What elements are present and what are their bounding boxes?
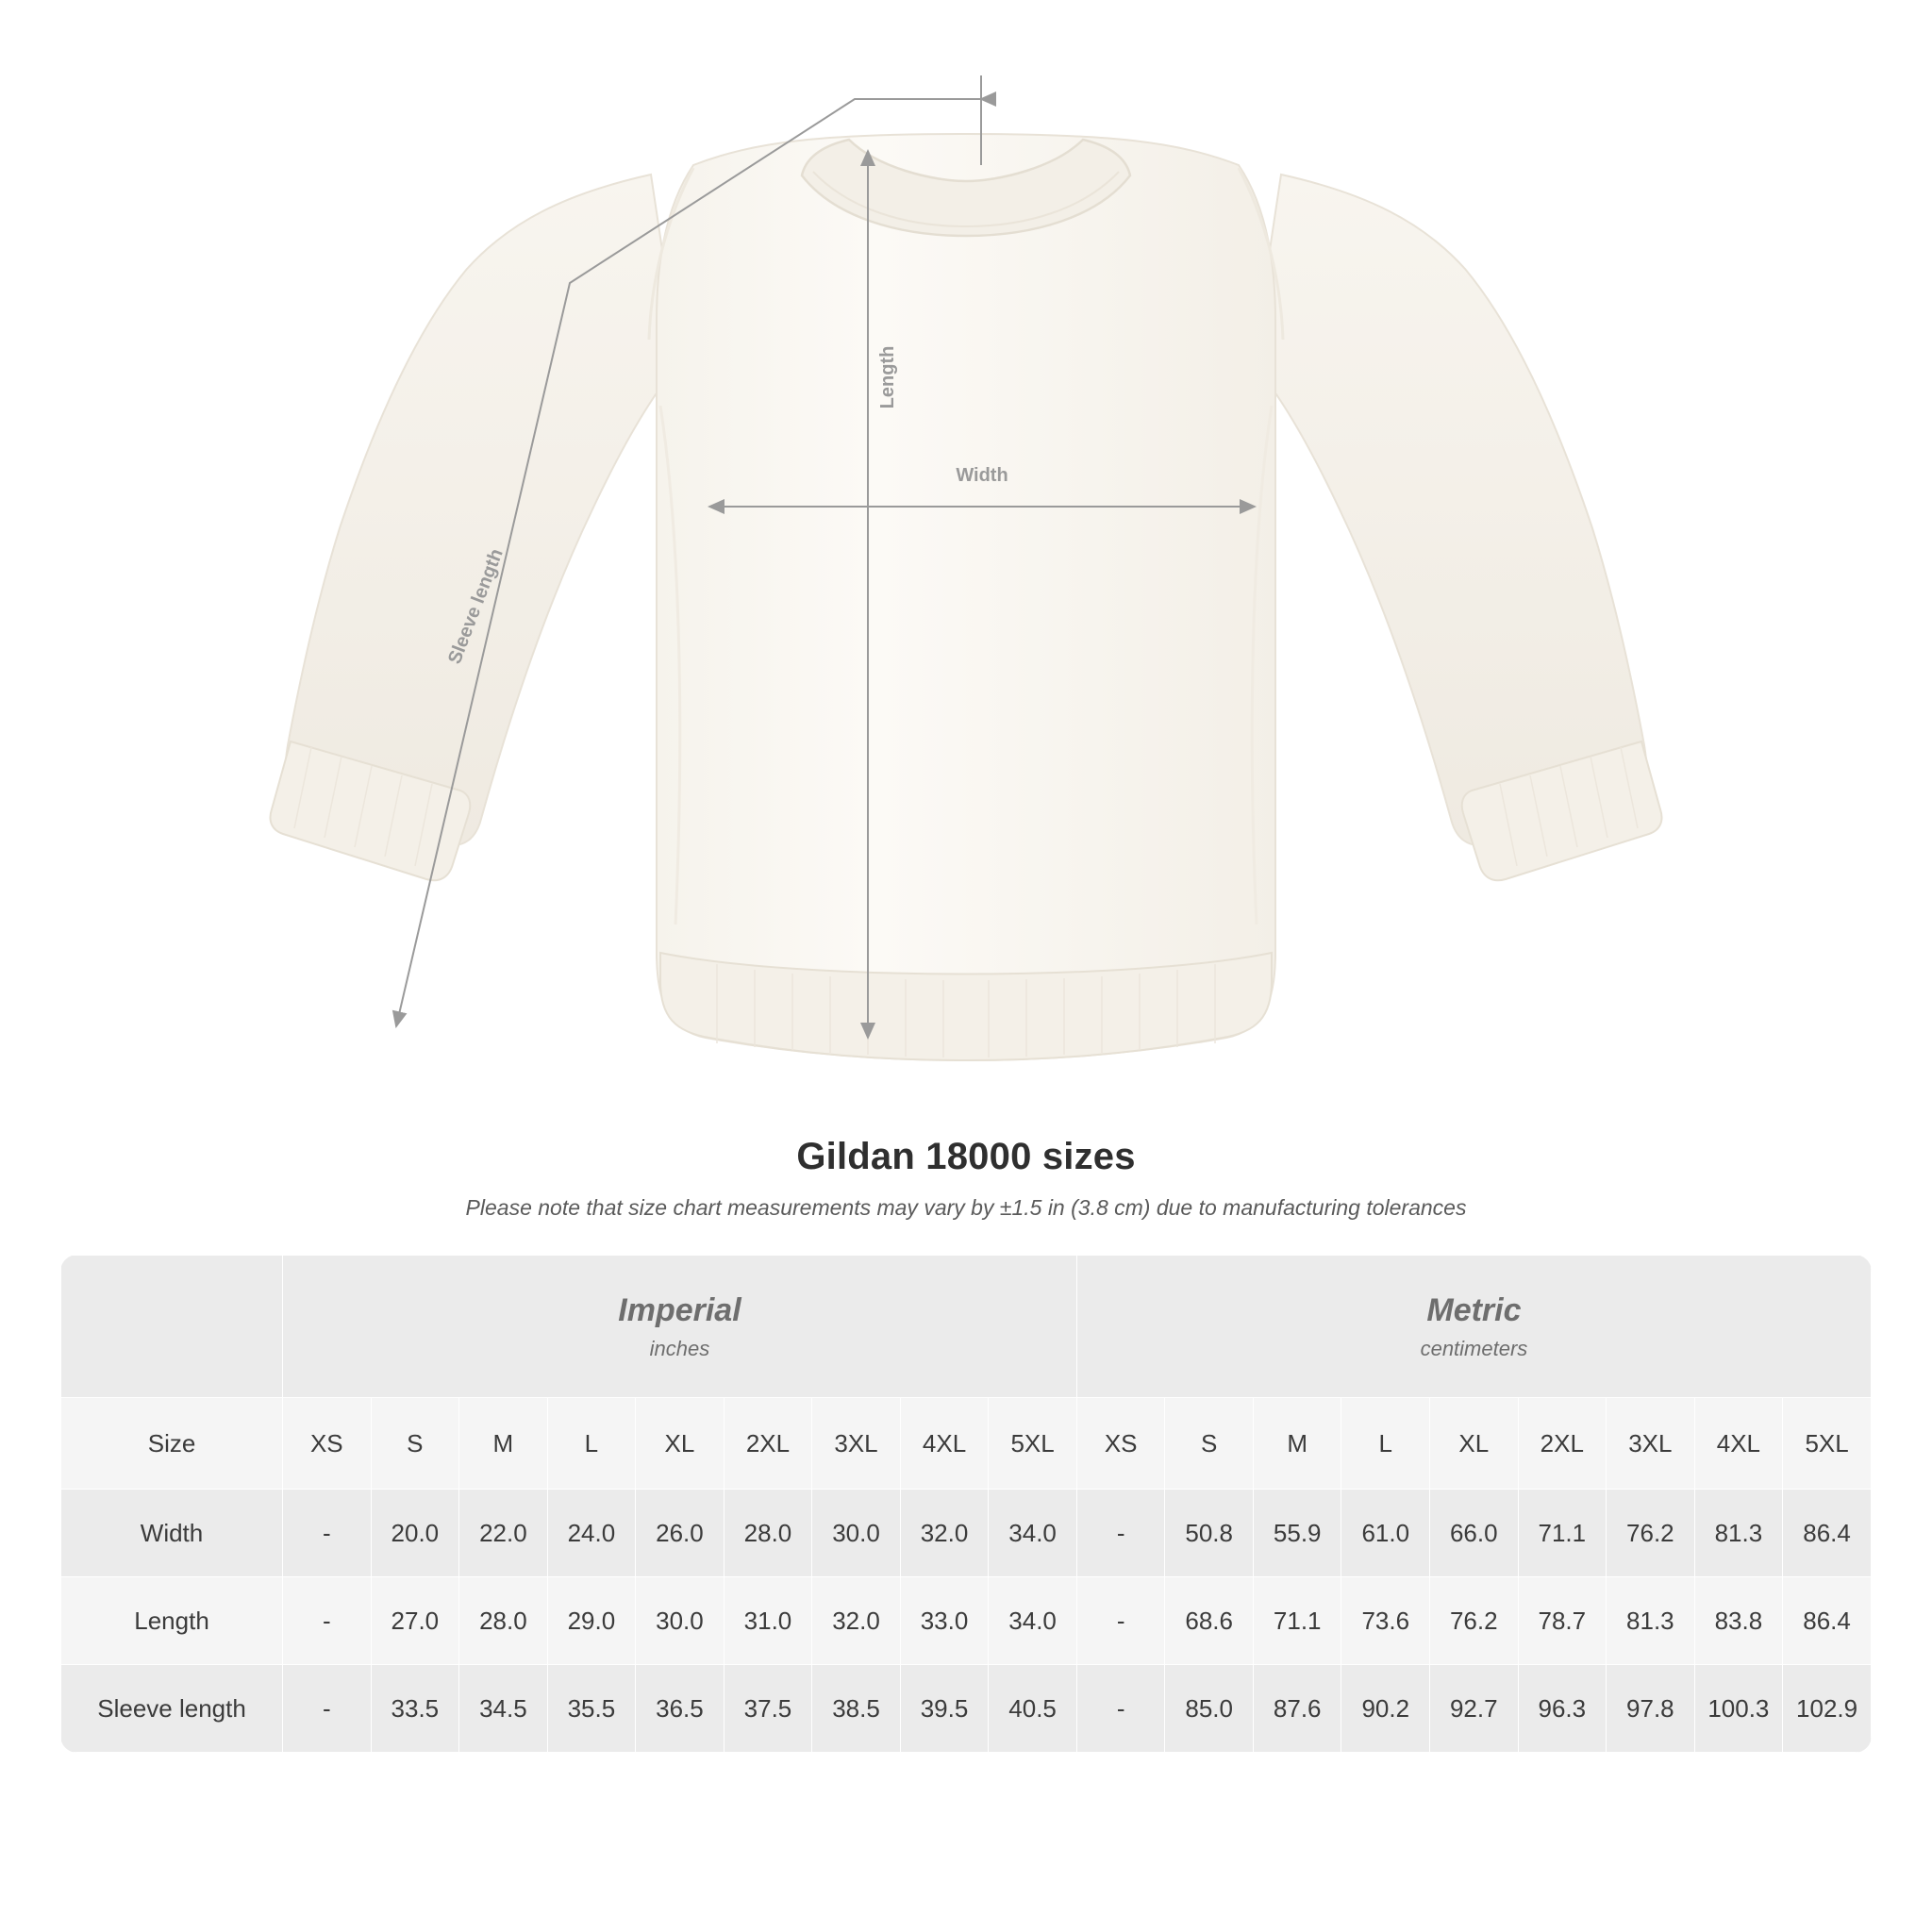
cell-sleeve-imperial-m: 34.5 [459, 1665, 548, 1753]
size-header-imperial-l: L [547, 1398, 636, 1490]
cell-sleeve-metric-5xl: 102.9 [1783, 1665, 1872, 1753]
cell-length-metric-m: 71.1 [1253, 1577, 1341, 1665]
cell-width-metric-4xl: 81.3 [1694, 1490, 1783, 1577]
size-header-metric-l: L [1341, 1398, 1430, 1490]
size-header-metric-s: S [1165, 1398, 1254, 1490]
unit-header-spacer [61, 1256, 283, 1398]
size-header-imperial-s: S [371, 1398, 459, 1490]
cell-width-metric-5xl: 86.4 [1783, 1490, 1872, 1577]
length-label: Length [877, 345, 898, 409]
cell-length-imperial-xs: - [283, 1577, 372, 1665]
cell-sleeve-imperial-5xl: 40.5 [989, 1665, 1077, 1753]
cell-width-metric-xs: - [1076, 1490, 1165, 1577]
cell-sleeve-imperial-3xl: 38.5 [812, 1665, 901, 1753]
size-header-imperial-m: M [459, 1398, 548, 1490]
row-label-length: Length [61, 1577, 283, 1665]
size-header-metric-3xl: 3XL [1607, 1398, 1695, 1490]
size-header-imperial-4xl: 4XL [900, 1398, 989, 1490]
cell-sleeve-imperial-xl: 36.5 [636, 1665, 724, 1753]
cell-length-metric-xs: - [1076, 1577, 1165, 1665]
page-title: Gildan 18000 sizes [796, 1136, 1136, 1177]
row-label-sleeve-length: Sleeve length [61, 1665, 283, 1753]
cell-length-metric-4xl: 83.8 [1694, 1577, 1783, 1665]
size-header-metric-m: M [1253, 1398, 1341, 1490]
cell-length-metric-s: 68.6 [1165, 1577, 1254, 1665]
unit-header-imperial [283, 1256, 1077, 1398]
cell-width-metric-3xl: 76.2 [1607, 1490, 1695, 1577]
cell-length-metric-xl: 76.2 [1430, 1577, 1519, 1665]
cell-length-metric-2xl: 78.7 [1518, 1577, 1607, 1665]
size-header-metric-4xl: 4XL [1694, 1398, 1783, 1490]
unit-sub-metric: centimeters [1420, 1336, 1528, 1360]
cell-width-imperial-s: 20.0 [371, 1490, 459, 1577]
unit-header-row [61, 1256, 1872, 1398]
cell-width-imperial-3xl: 30.0 [812, 1490, 901, 1577]
width-label: Width [956, 465, 1008, 486]
cell-sleeve-metric-2xl: 96.3 [1518, 1665, 1607, 1753]
table-row [61, 1665, 1872, 1753]
cell-length-imperial-3xl: 32.0 [812, 1577, 901, 1665]
cell-sleeve-metric-3xl: 97.8 [1607, 1665, 1695, 1753]
cell-length-metric-5xl: 86.4 [1783, 1577, 1872, 1665]
cell-length-imperial-m: 28.0 [459, 1577, 548, 1665]
cell-width-imperial-5xl: 34.0 [989, 1490, 1077, 1577]
cell-sleeve-imperial-l: 35.5 [547, 1665, 636, 1753]
cell-sleeve-metric-4xl: 100.3 [1694, 1665, 1783, 1753]
cell-width-imperial-4xl: 32.0 [900, 1490, 989, 1577]
size-header-imperial-5xl: 5XL [989, 1398, 1077, 1490]
size-table [60, 1255, 1872, 1753]
unit-name-imperial: Imperial [618, 1291, 741, 1328]
cell-length-imperial-2xl: 31.0 [724, 1577, 812, 1665]
size-header-imperial-2xl: 2XL [724, 1398, 812, 1490]
unit-name-metric: Metric [1426, 1291, 1522, 1328]
cell-sleeve-metric-xs: - [1076, 1665, 1165, 1753]
cell-width-imperial-l: 24.0 [547, 1490, 636, 1577]
cell-sleeve-imperial-2xl: 37.5 [724, 1665, 812, 1753]
cell-width-imperial-2xl: 28.0 [724, 1490, 812, 1577]
cell-length-metric-l: 73.6 [1341, 1577, 1430, 1665]
title-block [0, 1136, 1932, 1221]
sleeve-length-label: Sleeve length [444, 545, 508, 667]
cell-width-metric-xl: 66.0 [1430, 1490, 1519, 1577]
cell-length-imperial-xl: 30.0 [636, 1577, 724, 1665]
cell-sleeve-imperial-4xl: 39.5 [900, 1665, 989, 1753]
size-header-row [61, 1398, 1872, 1490]
size-header-metric-xs: XS [1076, 1398, 1165, 1490]
cell-width-imperial-xl: 26.0 [636, 1490, 724, 1577]
size-header-imperial-3xl: 3XL [812, 1398, 901, 1490]
unit-sub-imperial: inches [649, 1336, 710, 1360]
table-row [61, 1577, 1872, 1665]
cell-sleeve-imperial-s: 33.5 [371, 1665, 459, 1753]
cell-width-metric-m: 55.9 [1253, 1490, 1341, 1577]
unit-header-metric [1076, 1256, 1871, 1398]
size-header-imperial-xl: XL [636, 1398, 724, 1490]
size-header-metric-5xl: 5XL [1783, 1398, 1872, 1490]
cell-sleeve-metric-m: 87.6 [1253, 1665, 1341, 1753]
cell-length-imperial-s: 27.0 [371, 1577, 459, 1665]
size-column-label: Size [61, 1398, 283, 1490]
cell-length-metric-3xl: 81.3 [1607, 1577, 1695, 1665]
cell-length-imperial-l: 29.0 [547, 1577, 636, 1665]
cell-width-metric-s: 50.8 [1165, 1490, 1254, 1577]
row-label-width: Width [61, 1490, 283, 1577]
cell-width-imperial-xs: - [283, 1490, 372, 1577]
size-table-wrapper [60, 1255, 1872, 1753]
size-header-metric-xl: XL [1430, 1398, 1519, 1490]
cell-length-imperial-4xl: 33.0 [900, 1577, 989, 1665]
size-header-metric-2xl: 2XL [1518, 1398, 1607, 1490]
cell-sleeve-metric-xl: 92.7 [1430, 1665, 1519, 1753]
cell-length-imperial-5xl: 34.0 [989, 1577, 1077, 1665]
cell-sleeve-metric-s: 85.0 [1165, 1665, 1254, 1753]
size-header-imperial-xs: XS [283, 1398, 372, 1490]
cell-width-metric-2xl: 71.1 [1518, 1490, 1607, 1577]
cell-sleeve-imperial-xs: - [283, 1665, 372, 1753]
table-row [61, 1490, 1872, 1577]
tolerance-note: Please note that size chart measurements may vary by ±1.5 in (3.8 cm) due to manufacturing tolerances [465, 1195, 1467, 1220]
cell-width-metric-l: 61.0 [1341, 1490, 1430, 1577]
cell-width-imperial-m: 22.0 [459, 1490, 548, 1577]
cell-sleeve-metric-l: 90.2 [1341, 1665, 1430, 1753]
